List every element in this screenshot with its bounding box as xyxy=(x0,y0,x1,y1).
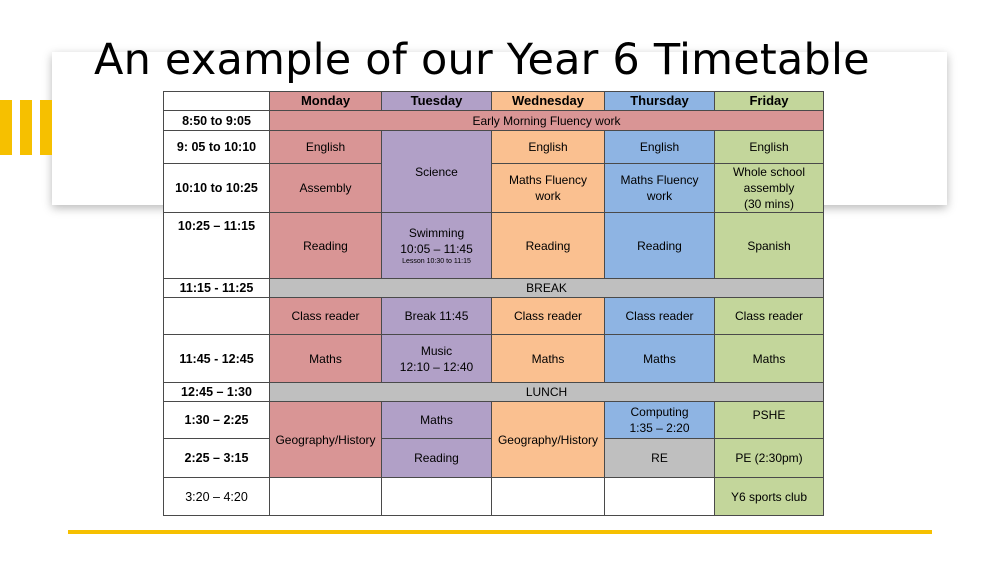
corner-cell xyxy=(164,92,270,111)
thursday-maths-fluency-cell: Maths Fluency work xyxy=(605,164,715,213)
accent-bar-3 xyxy=(40,100,52,155)
table-row xyxy=(164,279,824,298)
friday-english-cell: English xyxy=(715,131,824,164)
wednesday-class-reader-cell: Class reader xyxy=(492,298,605,335)
timetable xyxy=(163,91,824,516)
tuesday-swimming-time: 10:05 – 11:45 xyxy=(400,241,473,256)
monday-class-reader-cell: Class reader xyxy=(270,298,382,335)
friday-pshe-cell: PSHE xyxy=(715,402,824,439)
monday-reading-cell: Reading xyxy=(270,213,382,279)
thursday-class-reader-cell: Class reader xyxy=(605,298,715,335)
table-row xyxy=(164,111,824,131)
time-cell: 11:45 - 12:45 xyxy=(164,335,270,383)
friday-maths-cell: Maths xyxy=(715,335,824,383)
wednesday-reading-cell: Reading xyxy=(492,213,605,279)
fluency-span-cell: Early Morning Fluency work xyxy=(270,111,824,131)
bottom-rule xyxy=(68,530,932,534)
wednesday-english-cell: English xyxy=(492,131,605,164)
accent-bar-2 xyxy=(20,100,32,155)
friday-pe-cell: PE (2:30pm) xyxy=(715,439,824,478)
time-cell: 1:30 – 2:25 xyxy=(164,402,270,439)
wednesday-maths-fluency-cell: Maths Fluency work xyxy=(492,164,605,213)
time-cell: 2:25 – 3:15 xyxy=(164,439,270,478)
table-row xyxy=(164,131,824,164)
time-cell: 12:45 – 1:30 xyxy=(164,383,270,402)
empty-cell xyxy=(382,478,492,516)
table-row xyxy=(164,402,824,439)
thursday-computing-cell xyxy=(605,402,715,439)
lunch-span-cell: LUNCH xyxy=(270,383,824,402)
friday-assembly-note: (30 mins) xyxy=(743,197,794,211)
friday-assembly-cell xyxy=(715,164,824,213)
tuesday-music-time: 12:10 – 12:40 xyxy=(399,359,474,374)
time-cell: 3:20 – 4:20 xyxy=(164,478,270,516)
friday-class-reader-cell: Class reader xyxy=(715,298,824,335)
time-cell: 10:25 – 11:15 xyxy=(164,213,270,279)
thursday-computing-time: 1:35 – 2:20 xyxy=(629,421,690,435)
wednesday-maths-cell: Maths xyxy=(492,335,605,383)
day-header-wednesday: Wednesday xyxy=(492,92,605,111)
day-header-thursday: Thursday xyxy=(605,92,715,111)
tuesday-break-cell: Break 11:45 xyxy=(382,298,492,335)
time-cell: 9: 05 to 10:10 xyxy=(164,131,270,164)
empty-time-cell xyxy=(164,298,270,335)
tuesday-maths-cell: Maths xyxy=(382,402,492,439)
day-header-monday: Monday xyxy=(270,92,382,111)
monday-geography-history-cell: Geography/History xyxy=(270,402,382,478)
thursday-re-cell: RE xyxy=(605,439,715,478)
day-header-friday: Friday xyxy=(715,92,824,111)
wednesday-geography-history-cell: Geography/History xyxy=(492,402,605,478)
tuesday-swimming-cell xyxy=(382,213,492,279)
time-cell: 10:10 to 10:25 xyxy=(164,164,270,213)
header-row xyxy=(164,92,824,111)
tuesday-science-cell: Science xyxy=(382,131,492,213)
friday-sports-club-cell: Y6 sports club xyxy=(715,478,824,516)
table-row xyxy=(164,164,824,213)
thursday-english-cell: English xyxy=(605,131,715,164)
thursday-computing-label: Computing xyxy=(630,405,689,419)
friday-assembly-label: Whole school assembly xyxy=(732,165,806,195)
friday-spanish-cell: Spanish xyxy=(715,213,824,279)
tuesday-music-cell xyxy=(382,335,492,383)
tuesday-swimming-label: Swimming xyxy=(408,225,465,240)
thursday-reading-cell: Reading xyxy=(605,213,715,279)
day-header-tuesday: Tuesday xyxy=(382,92,492,111)
time-cell: 11:15 - 11:25 xyxy=(164,279,270,298)
thursday-maths-cell: Maths xyxy=(605,335,715,383)
accent-bar-1 xyxy=(0,100,12,155)
table-row xyxy=(164,298,824,335)
tuesday-music-label: Music xyxy=(420,343,453,358)
empty-cell xyxy=(605,478,715,516)
tuesday-lesson-note: Lesson 10:30 to 11:15 xyxy=(402,257,471,265)
table-row xyxy=(164,383,824,402)
break-span-cell: BREAK xyxy=(270,279,824,298)
monday-assembly-cell: Assembly xyxy=(270,164,382,213)
time-cell: 8:50 to 9:05 xyxy=(164,111,270,131)
table-row xyxy=(164,478,824,516)
table-row xyxy=(164,335,824,383)
monday-english-cell: English xyxy=(270,131,382,164)
tuesday-reading-cell: Reading xyxy=(382,439,492,478)
empty-cell xyxy=(270,478,382,516)
page-title: An example of our Year 6 Timetable xyxy=(94,35,870,85)
empty-cell xyxy=(492,478,605,516)
monday-maths-cell: Maths xyxy=(270,335,382,383)
table-row xyxy=(164,213,824,279)
